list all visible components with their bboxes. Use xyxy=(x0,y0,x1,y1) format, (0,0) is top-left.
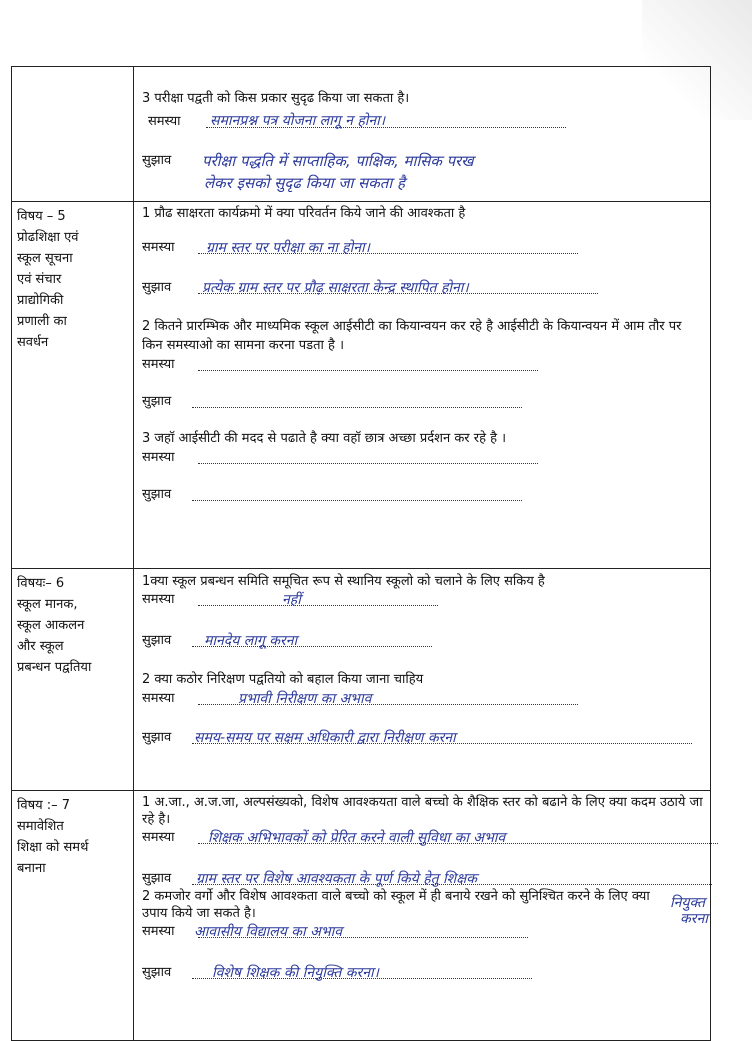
subject-cell-6 xyxy=(12,569,134,791)
samasya-line xyxy=(142,922,706,941)
sujhav-handwritten-answer: ग्राम स्तर पर विशेष आवश्यकता के पूर्ण किये हेतु शिक्षक xyxy=(196,871,477,887)
question-text: 1क्या स्कूल प्रबन्धन समिति समूचित रूप से स्थानिय स्कूलो को चलाने के लिए सकिय है xyxy=(142,574,545,589)
samasya-handwritten-answer: समानप्रश्न पत्र योजना लागू न होना। xyxy=(210,113,386,129)
question-text: 3 जहॉ आईसीटी की मदद से पढाते है क्या वहॉ छात्र अच्छा प्रर्दशन कर रहे है । xyxy=(142,431,507,446)
sujhav-handwritten-answer: प्रत्येक ग्राम स्तर पर प्रौढ़ साक्षरता केन्द्र स्थापित होना। xyxy=(202,280,469,296)
samasya-line xyxy=(142,448,706,467)
sujhav-label: सुझाव xyxy=(142,965,172,980)
question-text: 3 परीक्षा पद्वती को किस प्रकार सुदृढ किया जा सकता है। xyxy=(142,91,410,106)
form-row-exam-system xyxy=(12,67,711,202)
samasya-handwritten-answer: प्रभावी निरीक्षण का अभाव xyxy=(238,691,372,707)
samasya-handwritten-answer: ग्राम स्तर पर परीक्षा का ना होना। xyxy=(206,240,370,256)
sujhav-label: सुझाव xyxy=(142,871,172,886)
samasya-label: समस्या xyxy=(142,691,175,706)
samasya-label: समस्या xyxy=(142,240,175,255)
sujhav-line xyxy=(142,151,706,170)
subject-cell-5 xyxy=(12,202,134,569)
samasya-handwritten-answer: नहीं xyxy=(282,592,301,608)
sujhav-line xyxy=(142,278,706,297)
question-text: 2 क्या कठोर निरिक्षण पद्वतियो को बहाल किया जाना चाहिय xyxy=(142,672,424,687)
form-row-subject-5 xyxy=(12,202,711,569)
sujhav-line xyxy=(142,728,706,747)
sujhav-label: सुझाव xyxy=(142,153,172,168)
margin-note-2: करना xyxy=(680,911,708,927)
question-text: 1 प्रौढ साक्षरता कार्यक्रमो में क्या परिवर्तन किये जाने की आवश्कता है xyxy=(142,206,466,221)
sujhav-line xyxy=(142,869,706,888)
form-row-subject-7 xyxy=(12,791,711,1041)
samasya-label: समस्या xyxy=(142,450,175,465)
question-text: 2 कमजोर वर्गो और विशेष आवश्कता वाले बच्चो को स्कूल में ही बनाये रखने को सुनिश्चित करने के लिए क्या उपाय किये जा सकते है। xyxy=(142,889,650,921)
samasya-label: समस्या xyxy=(148,114,181,129)
sujhav-label: सुझाव xyxy=(142,730,172,745)
margin-note-1: नियुक्त xyxy=(670,895,705,911)
sujhav-label: सुझाव xyxy=(142,394,172,409)
samasya-label: समस्या xyxy=(142,592,175,607)
sujhav-label: सुझाव xyxy=(142,633,172,648)
subject-cell-7 xyxy=(12,791,134,1041)
samasya-label: समस्या xyxy=(142,357,175,372)
question-text: 1 अ.जा., अ.ज.जा, अल्पसंख्यको, विशेष आवश्कयता वाले बच्चो के शैक्षिक स्तर को बढाने के लिए क्या कदम उठाये जा रहे है। xyxy=(142,795,703,827)
question-cell xyxy=(134,202,711,569)
sujhav-handwritten-answer-2: लेकर इसको सुदृढ किया जा सकता है xyxy=(204,174,405,192)
sujhav-handwritten-answer: विशेष शिक्षक की नियुक्ति करना। xyxy=(212,965,379,981)
feedback-form-table xyxy=(11,66,711,1041)
sujhav-line xyxy=(142,392,706,411)
subject-label: विषय – 5 प्रोढशिक्षा एवं स्कूल सूचना एवं संचार प्राद्योगिकी प्रणाली का सवर्धन xyxy=(17,209,79,350)
question-cell xyxy=(134,67,711,202)
samasya-line xyxy=(142,689,706,708)
question-cell xyxy=(134,569,711,791)
sujhav-label: सुझाव xyxy=(142,487,172,502)
sujhav-line-continued xyxy=(142,170,706,192)
question-text: 2 कितने प्रारम्भिक और माध्यमिक स्कूल आईसीटी का कियान्वयन कर रहे है आईसीटी के कियान्वयन में आम तौर पर किन समस्याओ का सामना करना पडता है । xyxy=(142,319,682,353)
subject-cell-empty xyxy=(12,67,134,202)
sujhav-line xyxy=(142,631,706,650)
subject-label: विषय :– 7 समावेशित शिक्षा को समर्थ बनाना xyxy=(17,798,89,876)
samasya-label: समस्या xyxy=(142,830,175,845)
sujhav-line xyxy=(142,963,706,982)
sujhav-label: सुझाव xyxy=(142,280,172,295)
samasya-line xyxy=(142,828,706,847)
samasya-handwritten-answer: आवासीय विद्यालय का अभाव xyxy=(194,924,343,940)
subject-label: विषयः– 6 स्कूल मानक, स्कूल आकलन और स्कूल प्रबन्धन पद्वतिया xyxy=(17,576,92,675)
samasya-line xyxy=(142,112,706,131)
samasya-line xyxy=(142,590,706,609)
form-row-subject-6 xyxy=(12,569,711,791)
sujhav-handwritten-answer: मानदेय लागू करना xyxy=(204,633,298,649)
samasya-label: समस्या xyxy=(142,924,175,939)
samasya-handwritten-answer: शिक्षक अभिभावकों को प्रेरित करने वाली सुविधा का अभाव xyxy=(208,830,506,846)
samasya-line xyxy=(142,238,706,257)
sujhav-handwritten-answer: समय-समय पर सक्षम अधिकारी द्वारा निरीक्षण करना xyxy=(194,730,456,746)
sujhav-line xyxy=(142,485,706,504)
sujhav-handwritten-answer-1: परीक्षा पद्धति में साप्ताहिक, पाक्षिक, मासिक परख xyxy=(202,152,474,170)
samasya-line xyxy=(142,355,706,374)
question-cell xyxy=(134,791,711,1041)
